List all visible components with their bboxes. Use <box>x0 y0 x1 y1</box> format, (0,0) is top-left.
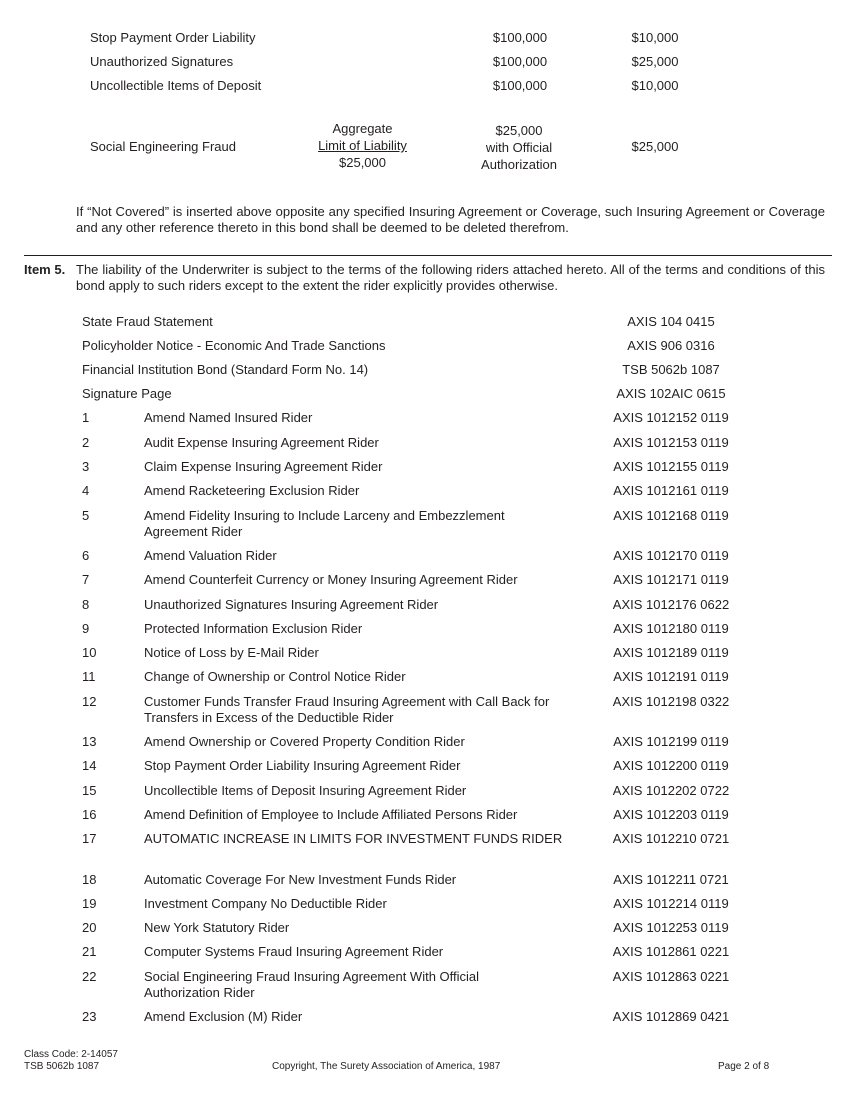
rider-name: Automatic Coverage For New Investment Funds Rider <box>144 872 457 887</box>
rider-number: 7 <box>82 572 90 587</box>
rider-name: Protected Information Exclusion Rider <box>144 621 363 636</box>
rider-name: Audit Expense Insuring Agreement Rider <box>144 435 379 450</box>
rider-name: Amend Definition of Employee to Include Affiliated Persons Rider <box>144 807 518 822</box>
rider-number: 13 <box>82 734 97 749</box>
coverage-row <box>0 78 849 94</box>
coverage-deductible: $10,000 <box>631 78 679 93</box>
section-divider <box>24 255 832 256</box>
item-5-label: Item 5. <box>24 262 66 277</box>
coverage-name: Unauthorized Signatures <box>90 54 234 69</box>
form-name: Financial Institution Bond (Standard Form No. 14) <box>82 362 369 377</box>
coverage-row <box>0 30 849 46</box>
rider-number: 20 <box>82 920 97 935</box>
rider-number: 8 <box>82 597 90 612</box>
rider-number: 16 <box>82 807 97 822</box>
rider-form-number: AXIS 1012153 0119 <box>613 435 729 450</box>
rider-name: Unauthorized Signatures Insuring Agreement Rider <box>144 597 439 612</box>
coverage-name: Uncollectible Items of Deposit <box>90 78 262 93</box>
rider-number: 1 <box>82 410 90 425</box>
rider-name: AUTOMATIC INCREASE IN LIMITS FOR INVESTMENT FUNDS RIDER <box>144 831 563 846</box>
coverage-row <box>0 54 849 70</box>
sef-limit-label: Limit of Liability <box>318 138 407 153</box>
rider-form-number: AXIS 1012152 0119 <box>613 410 729 425</box>
rider-number: 12 <box>82 694 97 709</box>
sef-deductible: $25,000 <box>631 139 679 154</box>
rider-name: New York Statutory Rider <box>144 920 290 935</box>
rider-name: Amend Racketeering Exclusion Rider <box>144 483 360 498</box>
rider-number: 15 <box>82 783 97 798</box>
rider-form-number: AXIS 1012210 0721 <box>612 831 730 846</box>
sef-limit-block <box>459 122 579 173</box>
rider-number: 21 <box>82 944 97 959</box>
rider-form-number: AXIS 1012155 0119 <box>613 459 729 474</box>
sef-limit-value: $25,000 <box>495 123 543 138</box>
rider-form-number: AXIS 1012861 0221 <box>612 944 730 959</box>
rider-form-number: AXIS 1012176 0622 <box>612 597 730 612</box>
rider-form-number: AXIS 1012214 0119 <box>613 896 729 911</box>
rider-form-number: AXIS 1012191 0119 <box>613 669 729 684</box>
rider-number: 18 <box>82 872 97 887</box>
rider-name: Amend Exclusion (M) Rider <box>144 1009 303 1024</box>
rider-form-number: AXIS 1012180 0119 <box>613 621 729 636</box>
sef-name: Social Engineering Fraud <box>90 139 236 154</box>
rider-number: 2 <box>82 435 90 450</box>
coverage-name: Stop Payment Order Liability <box>90 30 256 45</box>
coverage-deductible: $10,000 <box>631 30 679 45</box>
coverage-limit: $100,000 <box>492 78 548 93</box>
rider-number: 3 <box>82 459 90 474</box>
rider-name: Uncollectible Items of Deposit Insuring Agreement Rider <box>144 783 467 798</box>
form-name: Signature Page <box>82 386 172 401</box>
form-number: AXIS 906 0316 <box>627 338 715 353</box>
rider-number: 9 <box>82 621 90 636</box>
coverage-limit: $100,000 <box>492 30 548 45</box>
rider-form-number: AXIS 1012211 0721 <box>613 872 729 887</box>
not-covered-paragraph: If “Not Covered” is inserted above opposite any specified Insuring Agreement or Coverage, such Insuring Agreement or Coverage and any other reference thereto in this bond shall be deemed to be deleted therefrom. <box>76 204 825 235</box>
rider-name: Social Engineering Fraud Insuring Agreement With Official Authorization Rider <box>144 969 480 1000</box>
rider-number: 19 <box>82 896 97 911</box>
rider-name: Stop Payment Order Liability Insuring Agreement Rider <box>144 758 461 773</box>
form-number: AXIS 102AIC 0615 <box>616 386 726 401</box>
footer-class-code: Class Code: 2-14057 <box>24 1049 118 1060</box>
rider-name: Customer Funds Transfer Fraud Insuring Agreement with Call Back for Transfers in Excess of the Deductible Rider <box>144 694 550 725</box>
form-name: State Fraud Statement <box>82 314 213 329</box>
rider-name: Amend Named Insured Rider <box>144 410 313 425</box>
sef-aggregate-label: Aggregate <box>332 121 393 136</box>
rider-name: Amend Fidelity Insuring to Include Larceny and Embezzlement Agreement Rider <box>144 508 505 539</box>
rider-form-number: AXIS 1012869 0421 <box>612 1009 730 1024</box>
sef-aggregate-block <box>300 120 425 171</box>
rider-form-number: AXIS 1012203 0119 <box>613 807 729 822</box>
rider-name: Investment Company No Deductible Rider <box>144 896 387 911</box>
footer-page-number: Page 2 of 8 <box>718 1061 770 1072</box>
sef-aggregate-value: $25,000 <box>339 155 386 170</box>
rider-form-number: AXIS 1012168 0119 <box>613 508 729 523</box>
footer-form-id: TSB 5062b 1087 <box>24 1061 100 1072</box>
rider-form-number: AXIS 1012171 0119 <box>613 572 729 587</box>
rider-number: 6 <box>82 548 90 563</box>
footer-left <box>24 1049 118 1073</box>
rider-name: Amend Valuation Rider <box>144 548 277 563</box>
form-number: TSB 5062b 1087 <box>622 362 720 377</box>
rider-name: Change of Ownership or Control Notice Rider <box>144 669 406 684</box>
form-number: AXIS 104 0415 <box>627 314 715 329</box>
rider-form-number: AXIS 1012199 0119 <box>613 734 729 749</box>
rider-number: 5 <box>82 508 90 523</box>
rider-form-number: AXIS 1012200 0119 <box>613 758 729 773</box>
rider-form-number: AXIS 1012198 0322 <box>612 694 730 709</box>
rider-form-number: AXIS 1012161 0119 <box>613 483 729 498</box>
rider-form-number: AXIS 1012253 0119 <box>613 920 729 935</box>
coverage-deductible: $25,000 <box>631 54 679 69</box>
rider-name: Computer Systems Fraud Insuring Agreement Rider <box>144 944 444 959</box>
rider-number: 4 <box>82 483 90 498</box>
rider-form-number: AXIS 1012863 0221 <box>612 969 730 984</box>
rider-name: Amend Ownership or Covered Property Condition Rider <box>144 734 465 749</box>
rider-number: 14 <box>82 758 97 773</box>
rider-form-number: AXIS 1012189 0119 <box>613 645 729 660</box>
item-5-text: The liability of the Underwriter is subject to the terms of the following riders attached hereto. All of the terms and conditions of this bond apply to such riders except to the extent the rider explicitly provides otherwise. <box>76 262 825 293</box>
rider-number: 22 <box>82 969 97 984</box>
form-name: Policyholder Notice - Economic And Trade Sanctions <box>82 338 386 353</box>
sef-limit-note-2: Authorization <box>481 157 557 172</box>
rider-name: Notice of Loss by E-Mail Rider <box>144 645 319 660</box>
rider-number: 17 <box>82 831 97 846</box>
rider-number: 23 <box>82 1009 97 1024</box>
rider-number: 10 <box>82 645 97 660</box>
rider-form-number: AXIS 1012170 0119 <box>613 548 729 563</box>
sef-limit-note-1: with Official <box>485 140 553 155</box>
rider-form-number: AXIS 1012202 0722 <box>612 783 730 798</box>
rider-name: Claim Expense Insuring Agreement Rider <box>144 459 383 474</box>
footer-copyright: Copyright, The Surety Association of America, 1987 <box>272 1061 501 1072</box>
rider-name: Amend Counterfeit Currency or Money Insuring Agreement Rider <box>144 572 518 587</box>
coverage-limit: $100,000 <box>492 54 548 69</box>
rider-number: 11 <box>82 669 96 684</box>
